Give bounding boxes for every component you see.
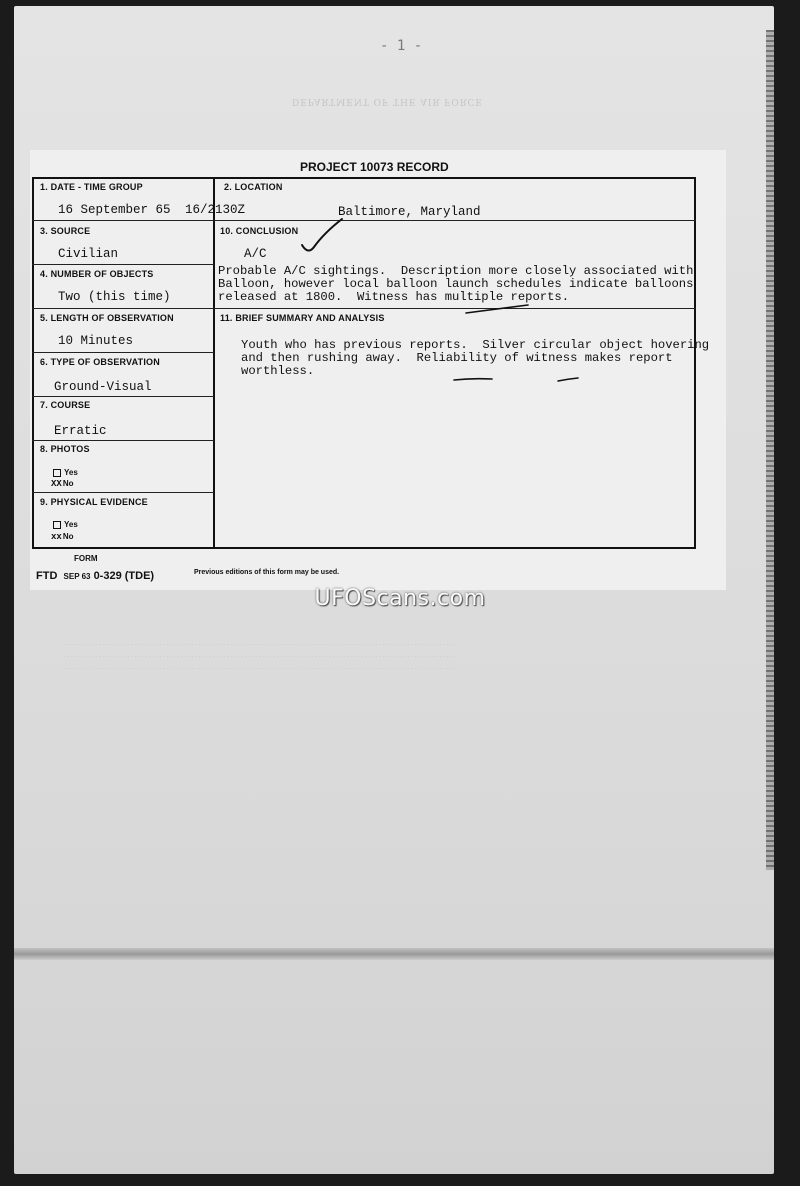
course-label: 7. COURSE (40, 400, 91, 410)
bleed-through-block: ................................................................................................................ ................................................................................................................ ................................................................................................................ (60, 642, 457, 675)
summary-label: 11. BRIEF SUMMARY AND ANALYSIS (220, 313, 385, 323)
summary-text: Youth who has previous reports. Silver circular object hovering and then rushing away. Reliability of witness makes report worthless. (241, 338, 710, 378)
watermark: UFOScans.com (314, 586, 486, 611)
date-value: 16 September 65 (58, 203, 171, 217)
source-label: 3. SOURCE (40, 226, 91, 236)
photos-yes-checkbox[interactable]: Yes (53, 468, 78, 477)
underline-stroke (558, 378, 578, 381)
type-of-observation-label: 6. TYPE OF OBSERVATION (40, 357, 160, 367)
form-code: FTD SEP 63 0-329 (TDE) (36, 570, 155, 582)
number-of-objects-label: 4. NUMBER OF OBJECTS (40, 269, 154, 279)
checkmark-stroke (302, 219, 342, 251)
conclusion-value: A/C (244, 247, 267, 261)
date-time-label: 1. DATE - TIME GROUP (40, 182, 143, 192)
photos-no-checkbox[interactable]: XXNo (51, 479, 74, 489)
page-fold (14, 948, 774, 960)
length-of-observation-label: 5. LENGTH OF OBSERVATION (40, 313, 174, 323)
number-of-objects-value: Two (this time) (58, 290, 171, 304)
length-of-observation-value: 10 Minutes (58, 334, 134, 348)
bleed-through-text: DEPARTMENT OF THE AIR FORCE (292, 96, 483, 106)
type-of-observation-value: Ground-Visual (54, 380, 152, 394)
underline-stroke (466, 305, 528, 313)
physical-evidence-yes-checkbox[interactable]: Yes (53, 520, 78, 529)
location-label: 2. LOCATION (224, 182, 283, 192)
source-value: Civilian (58, 247, 119, 261)
form-title: PROJECT 10073 RECORD (300, 160, 449, 174)
physical-evidence-no-checkbox[interactable]: xxNo (51, 532, 74, 542)
form-footer (36, 554, 340, 584)
conclusion-label: 10. CONCLUSION (220, 226, 299, 236)
checked-mark: XX (51, 479, 62, 489)
form-word: FORM (74, 554, 98, 563)
conclusion-text: Probable A/C sightings. Description more closely associated with Balloon, however local balloon launch schedules indicate balloons released at 1800. Witness has multiple reports. (218, 264, 694, 304)
physical-evidence-label: 9. PHYSICAL EVIDENCE (40, 497, 148, 507)
checked-mark: xx (51, 532, 62, 542)
underline-stroke (454, 379, 492, 380)
location-value: Baltimore, Maryland (338, 205, 481, 219)
course-value: Erratic (54, 424, 107, 438)
previous-editions-note: Previous editions of this form may be used. (194, 569, 340, 576)
page-mark: - 1 - (380, 38, 423, 54)
photos-label: 8. PHOTOS (40, 444, 90, 454)
time-value: 16/2130Z (185, 203, 246, 217)
